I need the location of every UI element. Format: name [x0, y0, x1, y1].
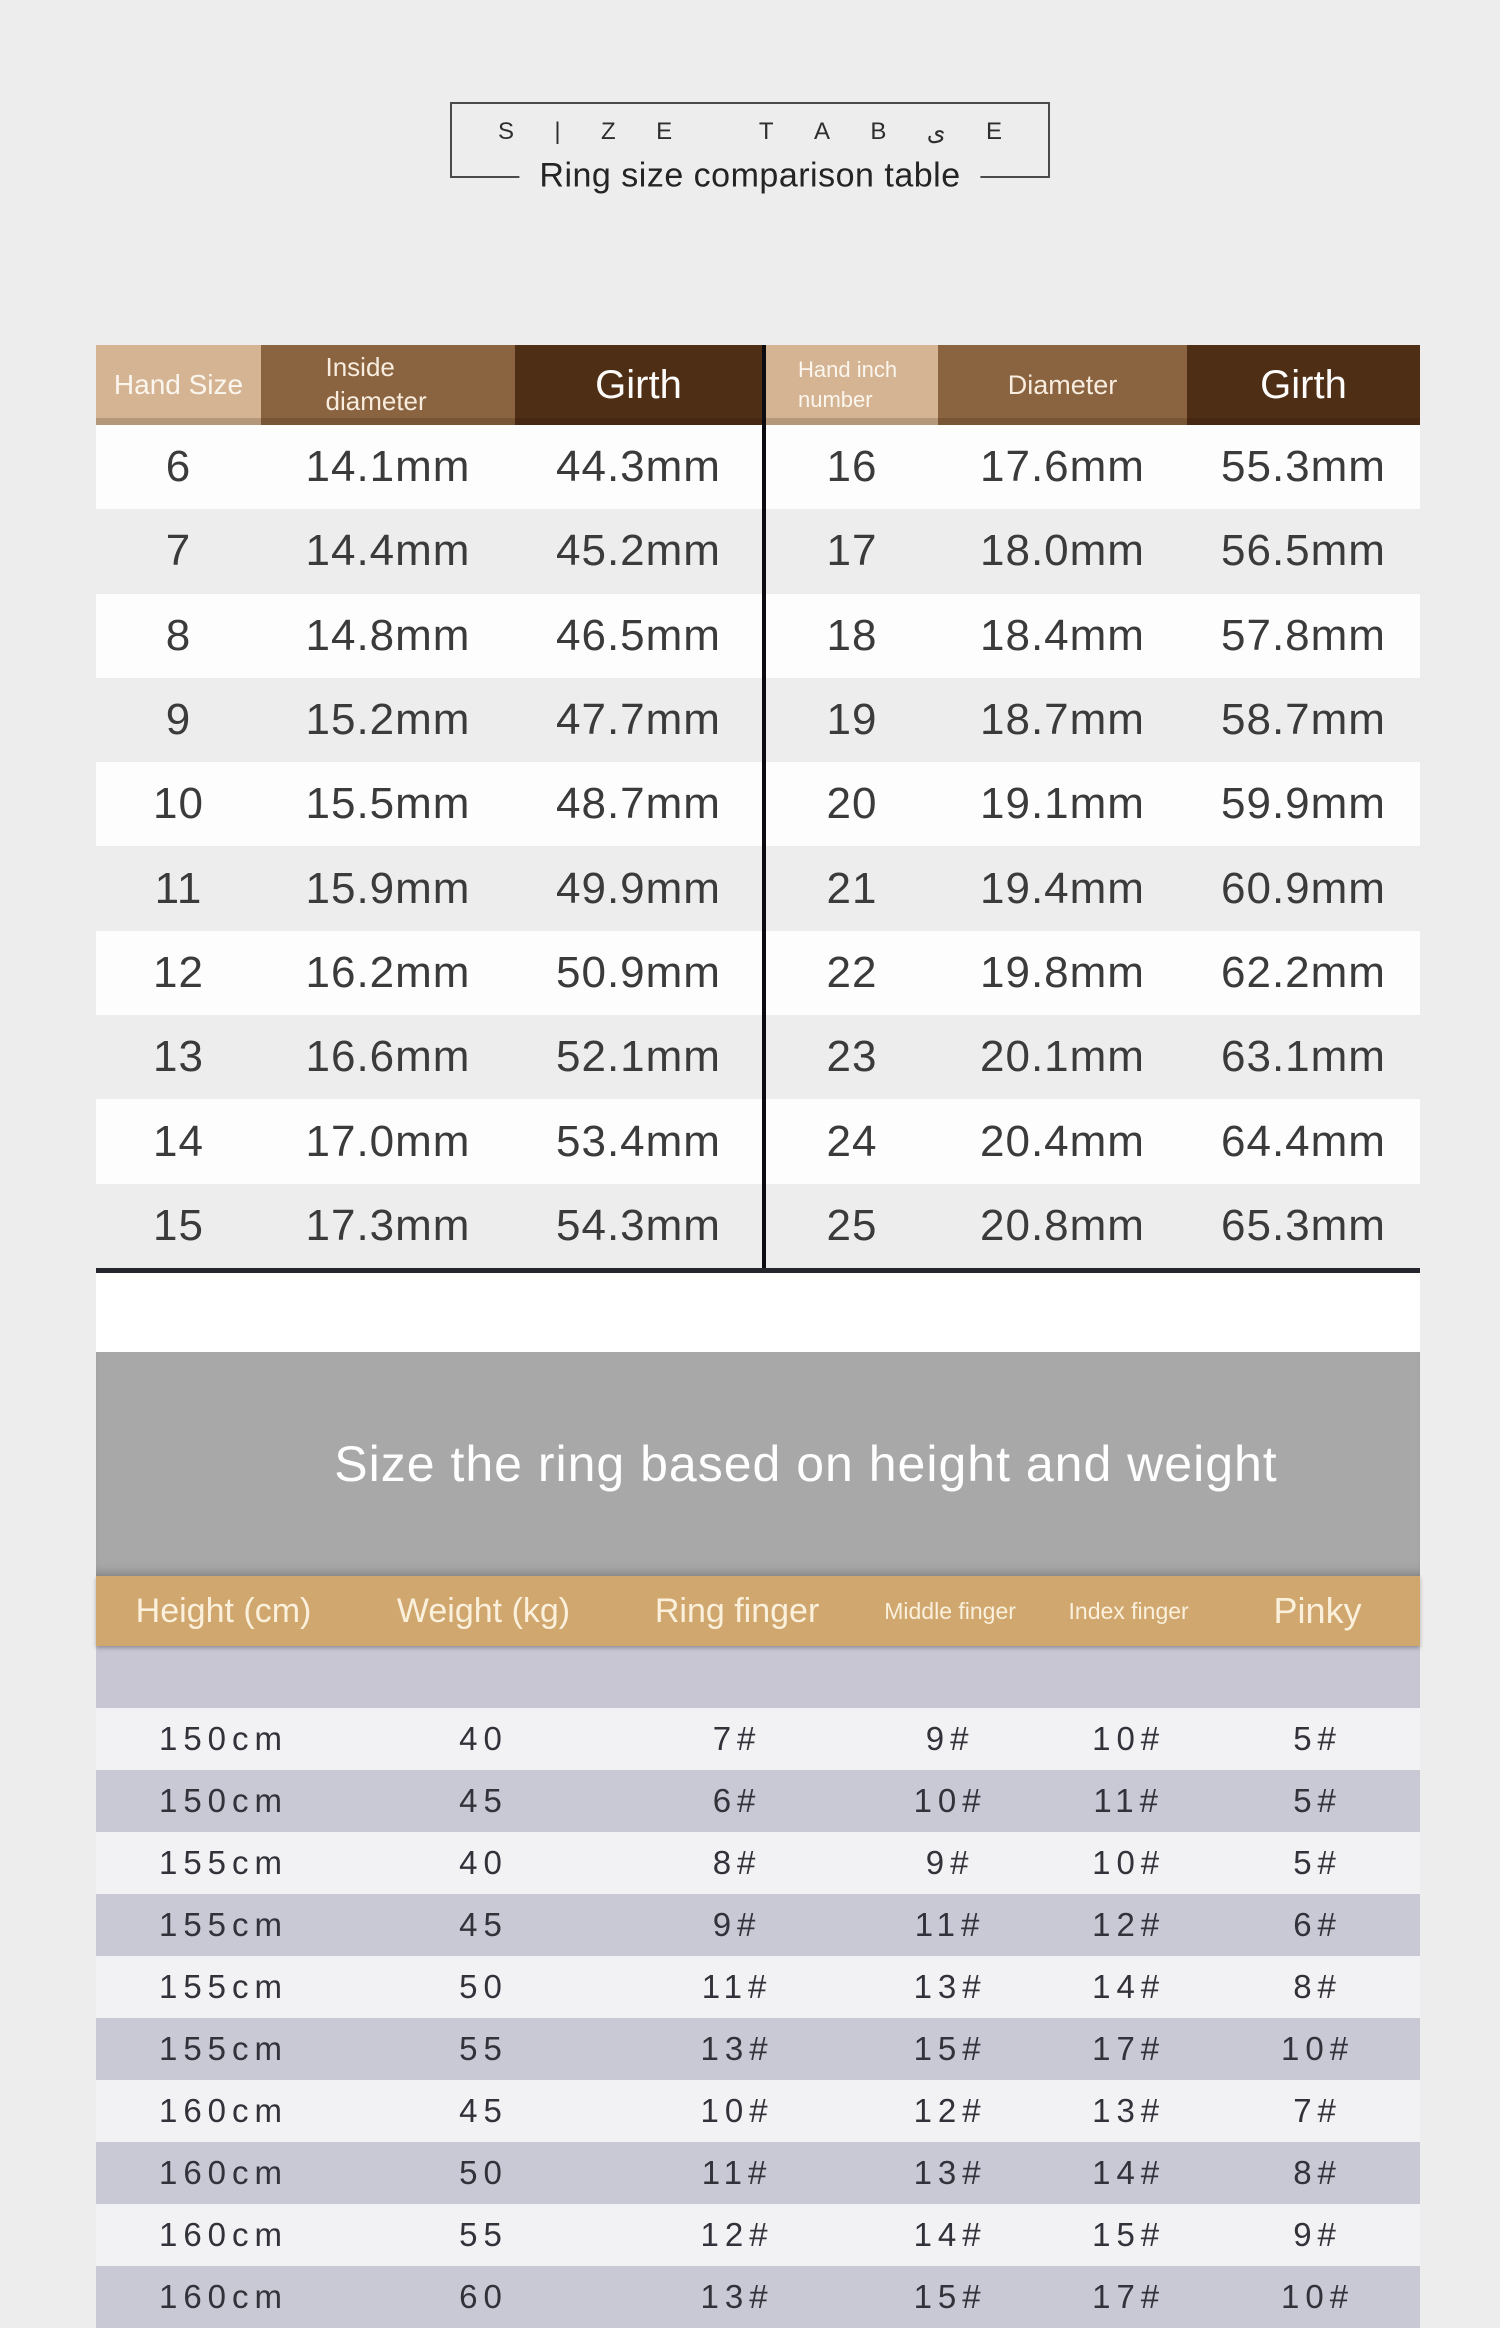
cell: 15.9mm [305, 863, 471, 913]
ring-size-table-right [762, 345, 1420, 1268]
letter: E [656, 118, 673, 145]
column-header-ring-finger: Ring finger [654, 1591, 820, 1630]
hw-row [96, 1708, 1420, 1770]
cell: 12 [153, 947, 204, 997]
cell: 10# [1092, 1844, 1166, 1881]
cell: 16.2mm [305, 947, 471, 997]
cell: 15# [1092, 2216, 1166, 2253]
cell: 10# [1281, 2278, 1355, 2315]
height-weight-banner [96, 1352, 1420, 1576]
cell: 13# [700, 2030, 774, 2067]
cell: 50.9mm [556, 947, 721, 997]
cell: 18.4mm [980, 610, 1145, 660]
size-row [96, 594, 762, 678]
cell: 160cm [158, 2092, 289, 2129]
title-box [450, 102, 1050, 195]
table-footer-strip [96, 1273, 1420, 1352]
column-header-girth: Girth [515, 345, 762, 425]
cell: 18.0mm [980, 526, 1145, 576]
height-weight-table-body [96, 1708, 1420, 2328]
cell: 16.6mm [305, 1032, 471, 1082]
cell: 45.2mm [556, 526, 721, 576]
letter-gap [713, 118, 719, 147]
hw-row [96, 1894, 1420, 1956]
cell: 9# [925, 1844, 975, 1881]
cell: 11# [1093, 1782, 1164, 1819]
cell: 55 [459, 2216, 508, 2253]
cell: 17.6mm [980, 442, 1145, 492]
hw-row [96, 2142, 1420, 2204]
cell: 9# [712, 1906, 762, 1943]
cell: 7 [165, 526, 192, 576]
cell: 60 [459, 2278, 508, 2315]
height-weight-table-header [96, 1576, 1420, 1646]
size-row [766, 846, 1420, 930]
column-header-hand-inch-number: Hand inch number [766, 345, 938, 425]
cell: 25 [826, 1200, 878, 1250]
cell: 22 [826, 947, 878, 997]
size-row [766, 931, 1420, 1015]
cell: 17.0mm [305, 1116, 471, 1166]
cell: 20.1mm [980, 1032, 1145, 1082]
cell: 52.1mm [556, 1032, 721, 1082]
cell: 13# [1092, 2092, 1166, 2129]
cell: 14# [1092, 2154, 1166, 2191]
hw-row [96, 1956, 1420, 2018]
hw-row [96, 1832, 1420, 1894]
cell: 57.8mm [1221, 610, 1386, 660]
cell: 12# [1092, 1906, 1166, 1943]
cell: 155cm [158, 1844, 289, 1881]
height-weight-table [96, 1576, 1420, 2328]
cell: 20.4mm [980, 1116, 1145, 1166]
cell: 10 [153, 779, 204, 829]
size-row [96, 931, 762, 1015]
cell: 10# [1092, 1720, 1166, 1757]
cell: 8# [1293, 2154, 1342, 2191]
cell: 11# [701, 2154, 773, 2191]
cell: 62.2mm [1221, 947, 1386, 997]
ring-size-table-left-header [96, 345, 762, 425]
cell: 15# [913, 2030, 987, 2067]
cell: 13# [913, 2154, 987, 2191]
letter: | [554, 118, 561, 145]
cell: 20.8mm [980, 1200, 1145, 1250]
cell: 19.1mm [980, 779, 1145, 829]
ring-size-table-left-body [96, 425, 762, 1268]
size-row [766, 1099, 1420, 1183]
size-row [766, 1184, 1420, 1268]
size-row [766, 425, 1420, 509]
cell: 15# [913, 2278, 987, 2315]
size-row [766, 762, 1420, 846]
column-header-hand-size: Hand Size [96, 345, 261, 425]
cell: 65.3mm [1221, 1200, 1386, 1250]
cell: 53.4mm [556, 1116, 721, 1166]
size-row [96, 1099, 762, 1183]
column-header-pinky: Pinky [1273, 1590, 1362, 1631]
cell: 15.2mm [305, 695, 471, 745]
cell: 9# [925, 1720, 975, 1757]
cell: 49.9mm [556, 863, 721, 913]
cell: 59.9mm [1221, 779, 1386, 829]
size-row [96, 678, 762, 762]
cell: 6# [712, 1782, 762, 1819]
cell: 55 [459, 2030, 508, 2067]
cell: 155cm [158, 2030, 289, 2067]
size-row [766, 509, 1420, 593]
cell: 18 [826, 610, 878, 660]
cell: 56.5mm [1221, 526, 1386, 576]
letter: Z [601, 118, 616, 145]
letter: A [813, 118, 830, 145]
ring-size-table-right-body [766, 425, 1420, 1268]
cell: 6# [1293, 1906, 1342, 1943]
size-row [766, 1015, 1420, 1099]
letter: E [985, 118, 1002, 145]
cell: 23 [826, 1032, 878, 1082]
hw-row [96, 1770, 1420, 1832]
cell: 46.5mm [556, 610, 721, 660]
cell: 17# [1092, 2278, 1166, 2315]
cell: 15 [153, 1200, 204, 1250]
cell: 14.1mm [305, 442, 471, 492]
ring-size-table [96, 345, 1420, 1352]
cell: 55.3mm [1221, 442, 1386, 492]
cell: 150cm [158, 1782, 289, 1819]
cell: 19.4mm [980, 863, 1145, 913]
banner-title: Size the ring based on height and weight [334, 1436, 1278, 1492]
cell: 14# [913, 2216, 987, 2253]
ring-size-table-left [96, 345, 762, 1268]
cell: 17# [1092, 2030, 1166, 2067]
cell: 9# [1293, 2216, 1342, 2253]
hw-row [96, 2266, 1420, 2328]
cell: 64.4mm [1221, 1116, 1386, 1166]
size-row [766, 678, 1420, 762]
cell: 45 [459, 1906, 508, 1943]
cell: 6 [165, 442, 192, 492]
cell: 14.4mm [305, 526, 471, 576]
column-header-weight: Weight (kg) [396, 1591, 571, 1630]
column-header-inside-diameter: Inside diameter [261, 345, 515, 425]
cell: 160cm [158, 2278, 289, 2315]
cell: 11# [914, 1906, 986, 1943]
cell: 8 [165, 610, 192, 660]
cell: 45 [459, 2092, 508, 2129]
cell: 13 [153, 1032, 204, 1082]
cell: 8# [1293, 1968, 1342, 2005]
cell: 15.5mm [305, 779, 471, 829]
cell: 12# [913, 2092, 987, 2129]
size-row [96, 846, 762, 930]
cell: 12# [700, 2216, 774, 2253]
cell: 14 [153, 1116, 204, 1166]
cell: 50 [459, 1968, 508, 2005]
cell: 9 [165, 695, 192, 745]
cell: 11# [701, 1968, 773, 2005]
cell: 150cm [158, 1720, 289, 1757]
column-header-middle-finger: Middle finger [884, 1597, 1016, 1624]
cell: 14# [1092, 1968, 1166, 2005]
cell: 155cm [158, 1968, 289, 2005]
cell: 16 [826, 442, 878, 492]
cell: 7# [712, 1720, 762, 1757]
cell: 47.7mm [556, 695, 721, 745]
cell: 50 [459, 2154, 508, 2191]
letter: B [870, 118, 887, 145]
cell: 18.7mm [980, 695, 1145, 745]
cell: 13# [700, 2278, 774, 2315]
hw-row [96, 2204, 1420, 2266]
letter: T [758, 118, 774, 145]
hw-row [96, 2080, 1420, 2142]
cell: 155cm [158, 1906, 289, 1943]
cell: 21 [826, 863, 878, 913]
cell: 10# [913, 1782, 987, 1819]
cell: 40 [459, 1844, 508, 1881]
column-header-index-finger: Index finger [1068, 1597, 1189, 1624]
cell: 19 [826, 695, 878, 745]
cell: 24 [826, 1116, 878, 1166]
cell: 54.3mm [556, 1200, 721, 1250]
size-row [96, 1015, 762, 1099]
cell: 10# [700, 2092, 774, 2129]
cell: 17.3mm [305, 1200, 471, 1250]
column-header-girth: Girth [1187, 345, 1420, 425]
cell: 60.9mm [1221, 863, 1386, 913]
ring-size-table-right-header [766, 345, 1420, 425]
letter: ى [926, 119, 946, 146]
cell: 8# [712, 1844, 762, 1881]
cell: 40 [459, 1720, 508, 1757]
cell: 45 [459, 1782, 508, 1819]
cell: 44.3mm [556, 442, 721, 492]
cell: 13# [913, 1968, 987, 2005]
cell: 11 [154, 863, 203, 913]
size-row [96, 425, 762, 509]
cell: 48.7mm [556, 779, 721, 829]
cell: 20 [826, 779, 878, 829]
cell: 5# [1293, 1844, 1342, 1881]
size-table-letters [452, 104, 1048, 147]
size-row [766, 594, 1420, 678]
cell: 7# [1293, 2092, 1342, 2129]
size-row [96, 509, 762, 593]
cell: 19.8mm [980, 947, 1145, 997]
cell: 17 [826, 526, 878, 576]
spacer-row [96, 1646, 1420, 1708]
size-row [96, 1184, 762, 1268]
cell: 58.7mm [1221, 695, 1386, 745]
column-header-diameter: Diameter [938, 345, 1187, 425]
cell: 5# [1293, 1782, 1342, 1819]
page-title: Ring size comparison table [519, 157, 980, 196]
column-header-height: Height (cm) [135, 1591, 312, 1630]
cell: 10# [1281, 2030, 1355, 2067]
cell: 5# [1293, 1720, 1342, 1757]
size-row [96, 762, 762, 846]
hw-row [96, 2018, 1420, 2080]
cell: 14.8mm [305, 610, 471, 660]
cell: 160cm [158, 2216, 289, 2253]
letter: S [498, 118, 515, 145]
cell: 160cm [158, 2154, 289, 2191]
cell: 63.1mm [1221, 1032, 1386, 1082]
